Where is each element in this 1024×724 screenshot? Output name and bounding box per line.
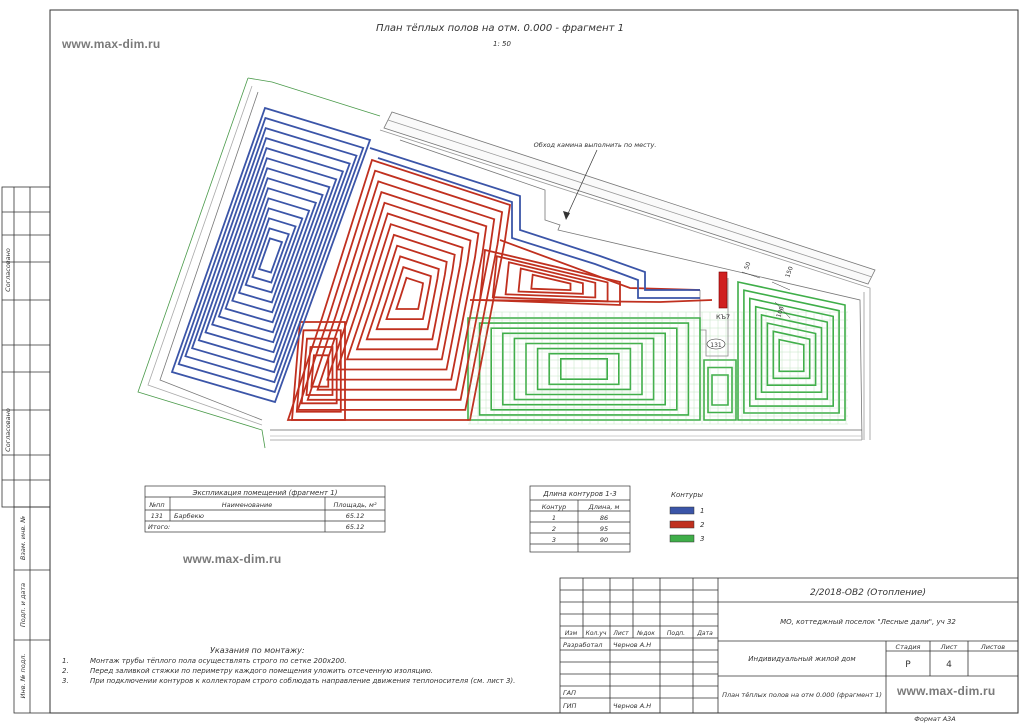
note-num: 1. bbox=[62, 657, 69, 665]
legend-swatch bbox=[670, 521, 694, 528]
lengths-h-length: Длина, м bbox=[588, 503, 620, 511]
sheet-name: План тёплых полов на отм 0.000 (фрагмент 1) bbox=[722, 691, 882, 699]
contour-3-loop bbox=[491, 328, 677, 410]
side-label-1: Согласовано bbox=[4, 248, 12, 292]
side-label-3: Взам. инв. № bbox=[19, 515, 27, 561]
contour-3-loop bbox=[538, 349, 631, 390]
contour-3-loop bbox=[514, 338, 653, 399]
contour-1-loop bbox=[219, 178, 323, 332]
lengths-title: Длина контуров 1-3 bbox=[543, 490, 617, 498]
role-gap: ГАП bbox=[563, 689, 576, 697]
explication-row-area: 65.12 bbox=[345, 512, 365, 520]
contour-2-loop bbox=[357, 235, 455, 349]
side-label-5: Инв. № подл. bbox=[19, 653, 27, 699]
explication-row-name: Барбекю bbox=[174, 512, 204, 520]
legend-label-1: 1 bbox=[700, 507, 705, 515]
lengths-row-3-length: 90 bbox=[599, 536, 609, 544]
contour-2-loop bbox=[387, 267, 431, 319]
format-label: Формат А3А bbox=[914, 715, 956, 723]
tb-h-date: Дата bbox=[697, 630, 713, 637]
role-gip: ГИП bbox=[563, 702, 577, 710]
lengths-row-2-length: 95 bbox=[599, 525, 609, 533]
contour-3-loop bbox=[712, 375, 728, 405]
sheet-label: Лист bbox=[940, 643, 958, 651]
lengths-row-1-contour: 1 bbox=[551, 514, 557, 522]
watermark-top: www.max-dim.ru bbox=[62, 37, 161, 51]
tb-h-kolvo: Кол.уч bbox=[585, 630, 607, 637]
contour-2-loop bbox=[531, 275, 570, 290]
explication-total-value: 65.12 bbox=[345, 523, 365, 531]
legend-label-3: 3 bbox=[700, 535, 705, 543]
role-developer-name: Чернов А.Н bbox=[613, 641, 652, 649]
explication-h-num: №пп bbox=[149, 501, 165, 509]
fireplace-note: Обход камина выполнить по месту. bbox=[533, 141, 657, 149]
note-text: Перед заливкой стяжки по периметру каждого помещения уложить отсеченную изоляцию. bbox=[90, 667, 433, 675]
lengths-h-contour: Контур bbox=[541, 503, 567, 511]
dim-50: 50 bbox=[743, 261, 753, 271]
legend-swatch bbox=[670, 535, 694, 542]
tb-h-list: Лист bbox=[613, 630, 629, 637]
contour-3-loop bbox=[480, 323, 689, 415]
stage-label: Стадия bbox=[895, 643, 921, 651]
tb-h-ndok: №док bbox=[637, 630, 655, 637]
explication-row-num: 131 bbox=[150, 512, 164, 520]
lengths-row-2-contour: 2 bbox=[551, 525, 557, 533]
project-address: МО, коттеджный поселок "Лесные дали", уч 32 bbox=[780, 618, 956, 626]
stage-value: Р bbox=[905, 660, 911, 670]
sheet-scale: 1: 50 bbox=[493, 40, 511, 48]
dim-150: 150 bbox=[784, 265, 795, 279]
note-num: 3. bbox=[62, 677, 69, 685]
explication-h-name: Наименование bbox=[221, 501, 273, 509]
contour-3-loop bbox=[762, 315, 822, 392]
collector-box bbox=[719, 272, 727, 308]
lengths-row-3-contour: 3 bbox=[551, 536, 557, 544]
note-text: При подключении контуров к коллекторам строго соблюдать направление движения теплоносителя (см. лист 3). bbox=[90, 677, 516, 685]
collector-label: КЪ7 bbox=[716, 313, 731, 321]
role-developer: Разработал bbox=[563, 641, 603, 649]
legend-swatch bbox=[670, 507, 694, 514]
watermark-corner: www.max-dim.ru bbox=[897, 684, 996, 698]
tb-h-podp: Подп. bbox=[666, 630, 686, 637]
sheet-value: 4 bbox=[946, 660, 952, 670]
legend-label-2: 2 bbox=[700, 521, 705, 529]
tb-h-izm: Изм bbox=[564, 630, 578, 637]
contour-1-loop bbox=[192, 138, 350, 372]
role-gip-name: Чернов А.Н bbox=[613, 702, 652, 710]
notes-title: Указания по монтажу: bbox=[210, 646, 305, 655]
contour-1-loop bbox=[259, 238, 282, 272]
explication-title: Экспликация помещений (фрагмент 1) bbox=[192, 489, 338, 497]
note-num: 2. bbox=[62, 667, 69, 675]
project-code: 2/2018-ОВ2 (Отопление) bbox=[809, 588, 927, 598]
side-label-2: Согласовано bbox=[4, 408, 12, 452]
explication-total-label: Итого: bbox=[148, 523, 171, 531]
watermark-mid: www.max-dim.ru bbox=[183, 552, 282, 566]
room-tag: 131 bbox=[710, 342, 722, 349]
dim-100: 100 bbox=[775, 305, 786, 319]
contour-2-loop bbox=[396, 278, 423, 309]
note-text: Монтаж трубы тёплого пола осуществлять строго по сетке 200х200. bbox=[90, 657, 347, 665]
contour-3-loop bbox=[526, 344, 642, 395]
lengths-row-1-length: 86 bbox=[599, 514, 609, 522]
legend bbox=[670, 507, 694, 542]
side-label-4: Подп. и дата bbox=[19, 582, 27, 628]
legend-title: Контуры bbox=[671, 491, 704, 499]
explication-h-area: Площадь, м² bbox=[333, 501, 377, 509]
sheets-label: Листов bbox=[980, 643, 1006, 651]
contour-3-loop bbox=[779, 340, 804, 372]
project-object: Индивидуальный жилой дом bbox=[748, 655, 856, 663]
sheet-title: План тёплых полов на отм. 0.000 - фрагмент 1 bbox=[375, 23, 625, 34]
